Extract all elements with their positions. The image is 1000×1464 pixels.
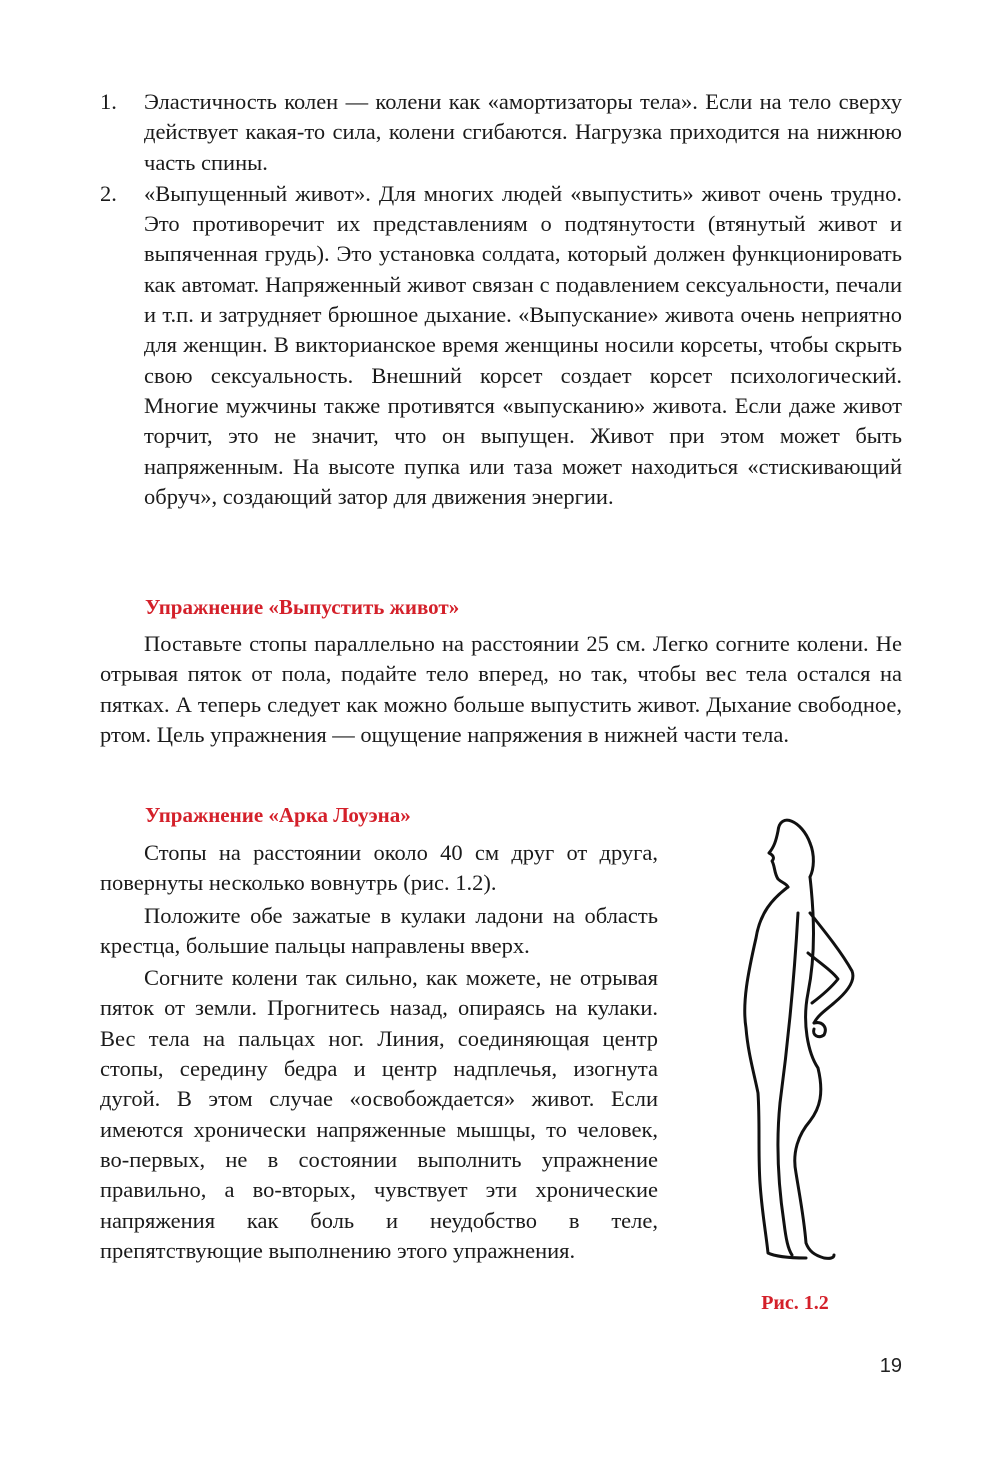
exercise-heading-belly: Упражнение «Выпустить живот» <box>145 595 460 619</box>
exercise-heading-arch: Упражнение «Арка Лоуэна» <box>145 803 411 827</box>
figure-head-back <box>810 843 813 877</box>
figure-inner-curve <box>778 913 798 1255</box>
paragraph: Стопы на расстоянии около 40 см друг от друга, повернуты несколько вовнутрь (рис. 1.2). <box>100 840 658 896</box>
figure-fist <box>814 1023 826 1037</box>
page-number: 19 <box>879 1355 902 1377</box>
list-item-number: 1. <box>100 89 117 114</box>
list-item <box>100 87 902 178</box>
exercise-text-belly: Поставьте стопы параллельно на расстоянии 25 см. Легко согните колени. Не отрывая пяток от пола, подайте тело вперед, но так, чтобы вес тела остался на пятках. А теперь следует как можно больше выпустить живот. Дыхание свободное, ртом. Цель упражнения — ощущение напряжения в нижней части тела. <box>100 631 902 747</box>
list-item <box>100 179 902 512</box>
list-item-text: Эластичность колен — колени как «амортизаторы тела». Если на тело сверху действует какая-то сила, колени сгибаются. Нагрузка приходится на нижнюю часть спины. <box>144 89 902 175</box>
exercise-text-column <box>100 838 658 1268</box>
list-item-text: «Выпущенный живот». Для многих людей «выпустить» живот очень трудно. Это противоречит их представлениям о подтянутости (втянутый живот и выпяченная грудь). Это установка солдата, который должен функционировать как автомат. Напряженный живот связан с подавлением сексуальности, печали и т.п. и затрудняет брюшное дыхание. «Выпускание» живота очень неприятно для женщин. В викторианское время женщины носили корсеты, чтобы скрыть свою сексуальность. Внешний корсет создает корсет психологический. Многие мужчины также противятся «выпусканию» живота. Если даже живот торчит, это не значит, что он выпущен. Живот при этом может быть напряженным. На высоте пупка или таза может находиться «стискивающий обруч», создающий затор для движения энергии. <box>144 180 902 509</box>
figure-caption: Рис. 1.2 <box>761 1292 829 1314</box>
numbered-list <box>100 87 902 513</box>
body-arch-figure <box>718 803 868 1263</box>
figure-arm <box>810 913 853 1023</box>
list-item-number: 2. <box>100 180 117 206</box>
paragraph: Положите обе зажатые в кулаки ладони на область крестца, большие пальцы направлены вверх. <box>100 902 658 958</box>
paragraph: Согните колени так сильно, как можете, не отрывая пяток от земли. Прогнитесь назад, опираясь на кулаки. Вес тела на пальцах ног. Линия, соединяющая центр стопы, середину бедра и центр надплечья, изогнута дугой. В этом случае «освобождается» живот. Если имеются хронически напряженные мышцы, то человек, во-первых, не в состоянии выполнить упражнение правильно, а во-вторых, чувствует эти хронические напряжения как боль и неудобство в теле, препятствующие выполнению этого упражнения. <box>100 965 658 1263</box>
figure-head <box>769 820 810 887</box>
